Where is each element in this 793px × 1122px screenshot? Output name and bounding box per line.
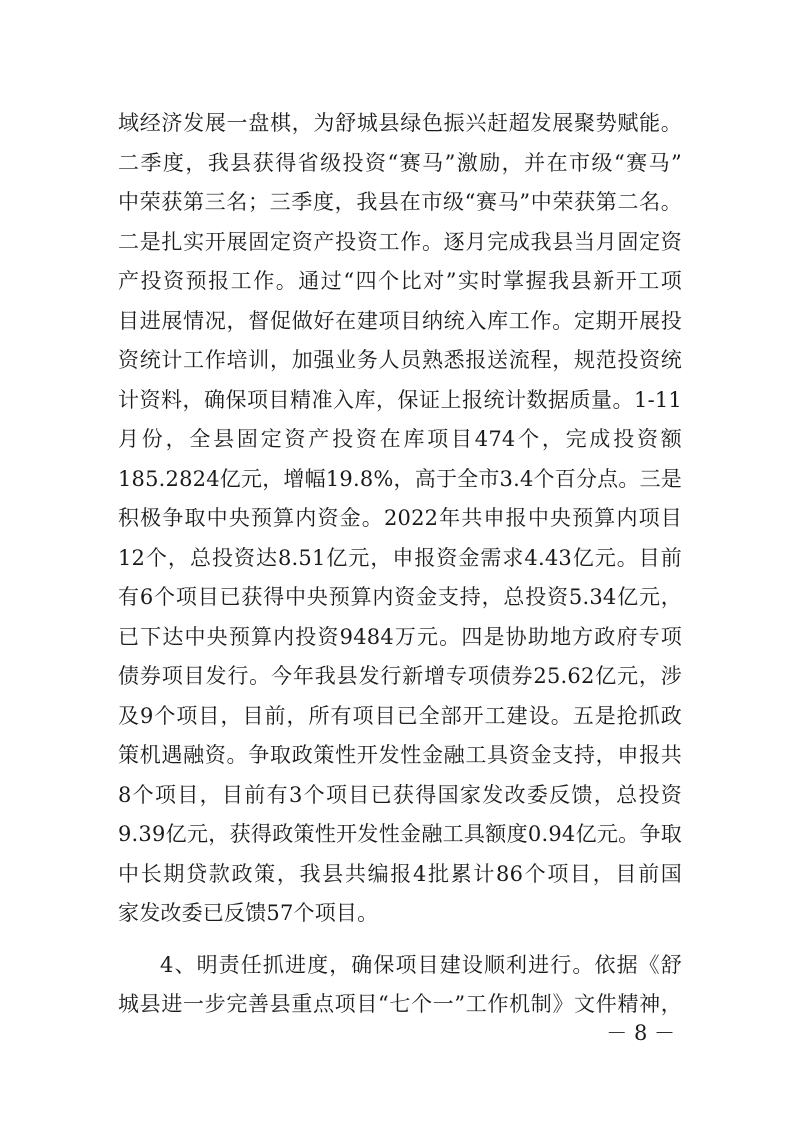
- text-line: 目进展情况，督促做好在建项目纳统入库工作。定期开展投: [118, 308, 682, 333]
- text-line: 及9个项目，目前，所有项目已全部开工建设。五是抢抓政: [118, 703, 682, 728]
- text-line: 中荣获第三名；三季度，我县在市级“赛马”中荣获第二名。: [118, 190, 682, 214]
- text-line: 产投资预报工作。通过“四个比对”实时掌握我县新开工项: [118, 269, 682, 293]
- body-text: [118, 104, 682, 1025]
- page-number: － 8 －: [606, 1021, 675, 1045]
- text-line: 中长期贷款政策，我县共编报4批累计86个项目，目前国: [118, 861, 682, 886]
- text-line: 城县进一步完善县重点项目“七个一”工作机制》文件精神，: [118, 992, 682, 1016]
- paragraph-1: [118, 104, 682, 934]
- text-line: 计资料，确保项目精准入库，保证上报统计数据质量。1-11: [118, 387, 682, 412]
- text-line: 策机遇融资。争取政策性开发性金融工具资金支持，申报共: [118, 743, 682, 767]
- text-line: 12个，总投资达8.51亿元，申报资金需求4.43亿元。目前: [118, 545, 682, 570]
- text-line: 债券项目发行。今年我县发行新增专项债券25.62亿元，涉: [118, 664, 682, 688]
- text-line: 二是扎实开展固定资产投资工作。逐月完成我县当月固定资: [118, 229, 682, 254]
- text-line: 二季度，我县获得省级投资“赛马”激励，并在市级“赛马”: [118, 150, 682, 175]
- text-line: 有6个项目已获得中央预算内资金支持，总投资5.34亿元，: [118, 585, 682, 609]
- text-line: 域经济发展一盘棋，为舒城县绿色振兴赶超发展聚势赋能。: [118, 111, 682, 135]
- text-line: 9.39亿元，获得政策性开发性金融工具额度0.94亿元。争取: [118, 822, 682, 846]
- text-line: 月份，全县固定资产投资在库项目474个，完成投资额: [118, 427, 682, 451]
- text-line: 185.2824亿元，增幅19.8%，高于全市3.4个百分点。三是: [118, 466, 682, 491]
- text-line: 4、明责任抓进度，确保项目建设顺利进行。依据《舒: [160, 952, 682, 977]
- paragraph-2: [118, 946, 682, 1025]
- text-line: 积极争取中央预算内资金。2022年共申报中央预算内项目: [118, 506, 682, 530]
- text-line: 资统计工作培训，加强业务人员熟悉报送流程，规范投资统: [118, 348, 682, 372]
- text-line: 8个项目，目前有3个项目已获得国家发改委反馈，总投资: [118, 782, 682, 807]
- text-line: 家发改委已反馈57个项目。: [118, 901, 379, 925]
- paragraph-spacer: [118, 934, 682, 946]
- text-line: 已下达中央预算内投资9484万元。四是协助地方政府专项: [118, 624, 682, 649]
